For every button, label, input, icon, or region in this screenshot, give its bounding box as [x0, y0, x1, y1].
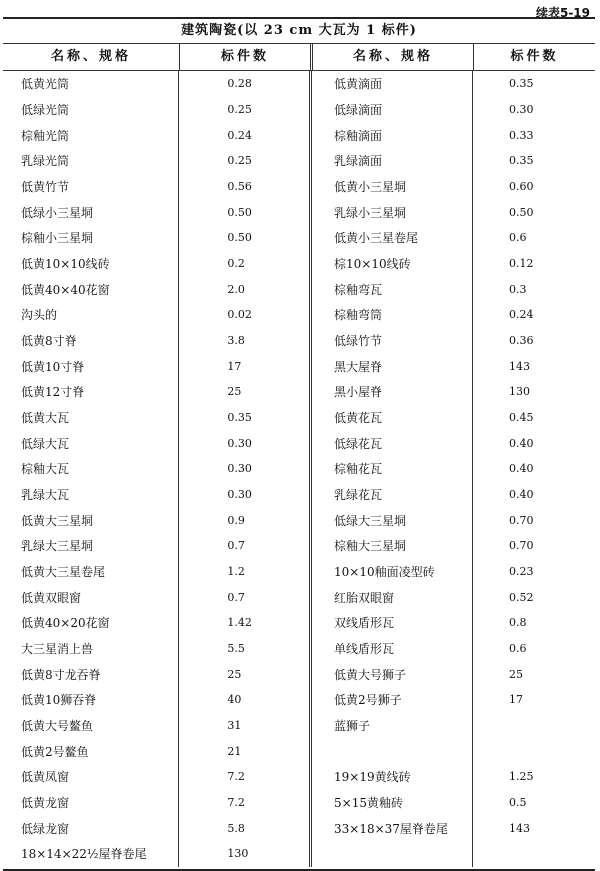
right-row-name: 33×18×37屋脊卷尾 [334, 821, 448, 836]
right-row-name: 19×19黄线砖 [334, 770, 411, 785]
right-row-name: 乳绿滴面 [334, 154, 383, 169]
right-row-value: 0.33 [509, 128, 534, 142]
left-row-name: 低绿小三星垌 [21, 205, 94, 220]
right-row-name: 低绿竹节 [334, 334, 383, 349]
left-row-value: 2.0 [227, 282, 245, 296]
left-row-name: 乳绿光筒 [21, 154, 70, 169]
right-column-block [309, 71, 595, 867]
left-row-value: 0.25 [227, 154, 252, 168]
left-row-name: 棕釉大瓦 [21, 462, 70, 477]
right-row-value: 130 [509, 385, 530, 399]
right-row-value: 25 [509, 667, 523, 681]
right-row-value: 0.35 [509, 154, 534, 168]
left-row-name: 沟头的 [21, 308, 58, 323]
right-row-name: 棕釉滴面 [334, 128, 383, 143]
left-row-name: 低绿大瓦 [21, 436, 70, 451]
right-row-value: 0.40 [509, 436, 534, 450]
right-row-value: 0.45 [509, 411, 534, 425]
left-row-value: 0.50 [227, 231, 252, 245]
left-row-name: 低黄双眼窗 [21, 590, 82, 605]
right-value-column [472, 71, 595, 867]
left-row-value: 25 [227, 667, 242, 681]
left-row-name: 棕釉光筒 [21, 128, 70, 143]
left-row-value: 130 [227, 847, 249, 861]
left-row-name: 乳绿大三星垌 [21, 539, 94, 554]
table-title: 建筑陶瓷(以 23 cm 大瓦为 1 标件) [3, 19, 595, 44]
left-row-name: 棕釉小三星垌 [21, 231, 94, 246]
left-row-name: 低绿龙窗 [21, 821, 70, 836]
left-row-name: 低绿光筒 [21, 103, 70, 117]
right-row-name: 低黄小三星卷尾 [334, 231, 419, 246]
right-row-name: 10×10釉面凌型砖 [334, 565, 435, 580]
right-row-name: 低绿大三星垌 [334, 513, 407, 528]
right-row-name: 蓝狮子 [334, 719, 371, 734]
left-row-value: 0.24 [227, 128, 252, 142]
left-row-value: 0.9 [227, 513, 245, 527]
right-row-value: 0.35 [509, 77, 534, 91]
left-row-value: 3.8 [227, 334, 245, 348]
left-value-column [178, 71, 309, 867]
left-row-name: 低黄12寸脊 [21, 385, 85, 400]
left-row-name: 低黄大三星卷尾 [21, 565, 106, 580]
right-row-name: 黑大屋脊 [334, 359, 383, 374]
right-name-column [312, 71, 472, 867]
right-row-value: 0.6 [509, 231, 527, 245]
left-row-value: 5.8 [227, 821, 245, 835]
right-row-value: 17 [509, 693, 523, 707]
right-row-name: 低黄2号狮子 [334, 693, 402, 708]
left-row-value: 0.25 [227, 103, 252, 116]
left-row-name: 低黄龙窗 [21, 796, 70, 811]
right-row-value: 1.25 [509, 770, 534, 784]
left-row-name: 低黄大瓦 [21, 411, 70, 426]
left-row-name: 低黄8寸龙吞脊 [21, 667, 101, 682]
right-row-value [473, 738, 595, 764]
left-row-name: 低黄大三星垌 [21, 513, 94, 528]
right-row-value: 0.50 [509, 205, 534, 219]
left-row-name: 低黄10寸脊 [21, 359, 85, 374]
left-row-name: 低黄10×10线砖 [21, 257, 110, 272]
right-row-value: 0.24 [509, 308, 534, 322]
right-row-name: 红胎双眼窗 [334, 590, 395, 605]
left-row-value: 0.02 [227, 308, 252, 322]
left-row-value: 7.2 [227, 796, 245, 810]
left-row-value: 0.7 [227, 539, 245, 553]
right-row-value: 143 [509, 821, 530, 835]
left-row-name: 18×14×22½屋脊卷尾 [21, 847, 147, 862]
header-name-left: 名称、规格 [50, 49, 131, 64]
left-row-name: 低黄凤窗 [21, 770, 70, 785]
left-row-value: 1.2 [227, 565, 245, 579]
header-value-left: 标件数 [179, 44, 310, 70]
right-row-name: 棕釉弯瓦 [334, 282, 383, 297]
left-row-value: 0.28 [227, 77, 252, 91]
left-row-name: 低黄10狮吞脊 [21, 693, 97, 708]
right-row-value: 0.70 [509, 539, 534, 553]
right-row-name: 棕釉花瓦 [334, 462, 383, 477]
right-row-name: 5×15黄釉砖 [334, 796, 403, 811]
left-row-value: 0.35 [227, 411, 252, 425]
right-row-value: 0.30 [509, 103, 534, 116]
left-row-value: 0.30 [227, 462, 252, 476]
left-row-name: 低黄2号鳌鱼 [21, 744, 89, 759]
right-row-value: 0.70 [509, 513, 534, 527]
right-row-value: 0.36 [509, 334, 534, 348]
left-row-value: 0.56 [227, 180, 252, 194]
right-row-name: 低黄花瓦 [334, 411, 383, 426]
left-row-name: 低黄40×40花窗 [21, 282, 110, 297]
right-row-name: 低黄小三星垌 [334, 180, 407, 195]
right-row-value: 0.8 [509, 616, 527, 630]
left-row-value: 0.30 [227, 436, 252, 450]
right-row-name: 低黄滴面 [334, 77, 383, 92]
header-row [3, 44, 595, 71]
right-row-name: 双线盾形瓦 [334, 616, 395, 631]
right-row-value: 0.60 [509, 180, 534, 194]
left-row-value: 21 [227, 744, 242, 758]
left-row-name: 大三星消上兽 [21, 642, 94, 657]
right-row-name: 黑小屋脊 [334, 385, 383, 400]
table-body [3, 71, 595, 867]
left-row-value: 1.42 [227, 616, 252, 630]
header-value-right: 标件数 [473, 44, 595, 70]
right-row-name: 低黄大号狮子 [334, 667, 407, 682]
left-row-value: 0.7 [227, 590, 245, 604]
right-row-name [312, 738, 472, 764]
right-row-name: 低绿滴面 [334, 103, 383, 117]
right-row-name: 低绿花瓦 [334, 436, 383, 451]
left-row-value: 17 [227, 359, 242, 373]
right-row-value: 0.40 [509, 462, 534, 476]
left-row-value: 0.50 [227, 205, 252, 219]
right-row-value: 0.12 [509, 257, 534, 271]
right-row-value: 0.52 [509, 590, 534, 604]
right-row-value: 0.3 [509, 282, 527, 296]
right-row-value [473, 841, 595, 867]
right-row-name: 棕10×10线砖 [334, 257, 411, 272]
left-row-name: 低黄40×20花窗 [21, 616, 110, 631]
right-row-value: 0.23 [509, 565, 534, 579]
left-row-name: 低黄竹节 [21, 180, 70, 195]
right-row-value: 0.6 [509, 642, 527, 656]
left-row-name: 低黄光筒 [21, 77, 70, 92]
left-row-value: 0.2 [227, 257, 245, 271]
left-row-value: 31 [227, 719, 242, 733]
left-row-value: 40 [227, 693, 242, 707]
left-row-value: 7.2 [227, 770, 245, 784]
right-row-name [312, 841, 472, 867]
right-row-name: 棕釉弯筒 [334, 308, 383, 323]
right-row-name: 乳绿花瓦 [334, 488, 383, 503]
left-row-value: 25 [227, 385, 242, 399]
right-row-value: 143 [509, 359, 530, 373]
left-row-value: 5.5 [227, 642, 245, 656]
left-row-name: 乳绿大瓦 [21, 488, 70, 503]
left-row-name: 低黄8寸脊 [21, 334, 77, 349]
right-row-name: 乳绿小三星垌 [334, 205, 407, 220]
right-row-value: 0.40 [509, 488, 534, 502]
right-row-name: 单线盾形瓦 [334, 642, 395, 657]
continuation-label: 续表5-19 [535, 6, 590, 20]
ceramics-table [3, 17, 595, 871]
left-name-column [3, 71, 178, 867]
header-name-right: 名称、规格 [310, 44, 473, 70]
left-row-value: 0.30 [227, 488, 252, 502]
left-row-name: 低黄大号鳌鱼 [21, 719, 94, 734]
left-column-block [3, 71, 309, 867]
right-row-value [473, 713, 595, 739]
right-row-value: 0.5 [509, 796, 527, 810]
right-row-name: 棕釉大三星垌 [334, 539, 407, 554]
